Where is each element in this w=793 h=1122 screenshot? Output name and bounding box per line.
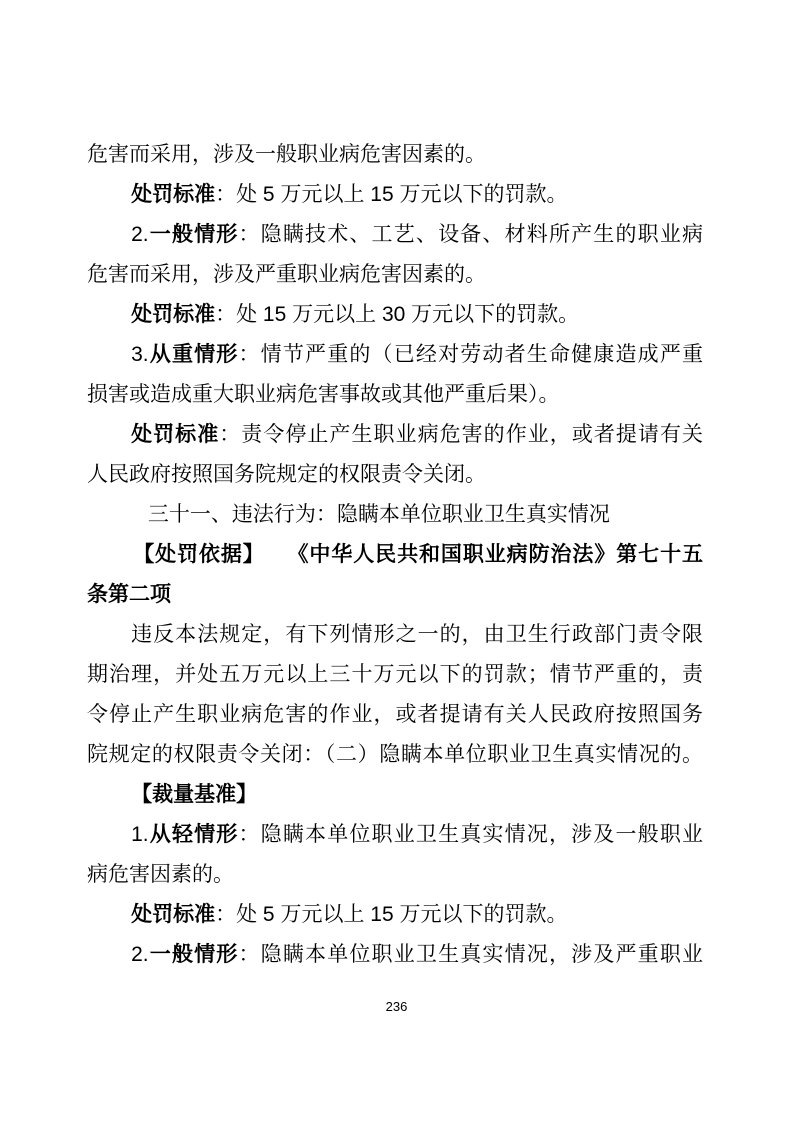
text-segment: ：处 5 万元以上 15 万元以下的罚款。 — [215, 903, 568, 926]
text-segment: 院规定的权限责令关闭：（二）隐瞒本单位职业卫生真实情况的。 — [87, 743, 703, 766]
text-segment-bold: 【裁量基准】 — [131, 783, 258, 806]
text-segment: ：隐瞒本单位职业卫生真实情况，涉及严重职业 — [238, 943, 704, 966]
text-line-4 — [87, 255, 703, 295]
text-segment: 2. — [131, 943, 149, 966]
text-line-8 — [87, 415, 703, 455]
text-segment: ：责令停止产生职业病危害的作业，或者提请有关 — [219, 423, 704, 446]
text-segment: 违反本法规定，有下列情形之一的，由卫生行政部门责令限 — [131, 623, 703, 646]
text-segment-bold: 一般情形 — [148, 943, 239, 966]
text-line-1 — [87, 135, 703, 175]
page-number: 236 — [385, 999, 408, 1014]
text-line-18 — [87, 815, 703, 855]
page-body-text — [87, 135, 703, 975]
text-line-12 — [87, 575, 703, 615]
text-segment-bold: 从轻情形 — [148, 823, 239, 846]
text-segment-bold: 从重情形 — [148, 343, 239, 366]
text-segment-bold: 【处罚依据】 《中华人民共和国职业病防治法》第七十五 — [133, 543, 703, 566]
text-segment: ：情节严重的（已经对劳动者生命健康造成严重 — [238, 343, 704, 366]
page-footer — [0, 998, 793, 1016]
text-line-14 — [87, 655, 703, 695]
text-segment-bold: 处罚标准 — [131, 903, 216, 926]
text-line-21 — [87, 935, 703, 975]
text-line-13 — [87, 615, 703, 655]
text-segment-bold: 处罚标准 — [131, 303, 216, 326]
text-segment: 2. — [131, 223, 149, 246]
text-line-17 — [87, 775, 703, 815]
text-segment: 人民政府按照国务院规定的权限责令关闭。 — [87, 463, 486, 486]
text-line-2 — [87, 175, 703, 215]
text-segment: 1. — [131, 823, 149, 846]
text-line-9 — [87, 455, 703, 495]
text-segment: ：处 5 万元以上 15 万元以下的罚款。 — [215, 183, 568, 206]
text-line-11 — [87, 535, 703, 575]
text-line-7 — [87, 375, 703, 415]
text-segment-bold: 一般情形 — [148, 223, 239, 246]
text-line-15 — [87, 695, 703, 735]
text-segment: 期治理，并处五万元以上三十万元以下的罚款；情节严重的，责 — [87, 663, 703, 686]
text-segment: 令停止产生职业病危害的作业，或者提请有关人民政府按照国务 — [87, 703, 703, 726]
text-line-6 — [87, 335, 703, 375]
text-segment: 3. — [131, 343, 149, 366]
text-segment: 危害而采用，涉及严重职业病危害因素的。 — [87, 263, 486, 286]
text-segment: ：隐瞒本单位职业卫生真实情况，涉及一般职业 — [238, 823, 704, 846]
text-segment-bold: 处罚标准 — [131, 183, 216, 206]
text-line-5 — [87, 295, 703, 335]
text-segment: 病危害因素的。 — [87, 863, 234, 886]
text-line-16 — [87, 735, 703, 775]
text-segment: 危害而采用，涉及一般职业病危害因素的。 — [87, 143, 486, 166]
text-segment-bold: 处罚标准 — [131, 423, 220, 446]
text-segment: ：处 15 万元以上 30 万元以下的罚款。 — [215, 303, 580, 326]
text-segment: 损害或造成重大职业病危害事故或其他严重后果）。 — [87, 383, 560, 406]
text-line-20 — [87, 895, 703, 935]
text-segment-bold: 条第二项 — [87, 583, 171, 606]
text-line-3 — [87, 215, 703, 255]
text-segment: ：隐瞒技术、工艺、设备、材料所产生的职业病 — [238, 223, 704, 246]
text-line-19 — [87, 855, 703, 895]
text-line-10 — [87, 495, 703, 535]
text-segment: 三十一、违法行为：隐瞒本单位职业卫生真实情况 — [147, 503, 610, 526]
